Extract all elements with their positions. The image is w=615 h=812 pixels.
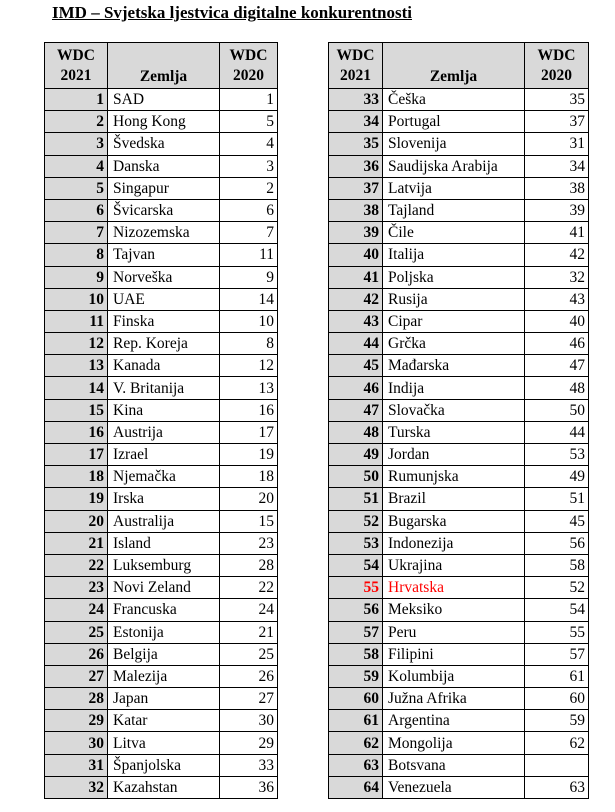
country-cell: Irska bbox=[108, 488, 220, 510]
prev-rank-cell bbox=[525, 754, 589, 776]
prev-rank-cell: 43 bbox=[525, 288, 589, 310]
prev-rank-cell: 59 bbox=[525, 710, 589, 732]
rank-cell: 30 bbox=[45, 732, 108, 754]
table-row bbox=[45, 466, 278, 488]
prev-rank-cell: 6 bbox=[220, 199, 278, 221]
prev-rank-cell: 26 bbox=[220, 665, 278, 687]
country-cell: Slovenija bbox=[383, 133, 525, 155]
rank-cell: 60 bbox=[329, 688, 383, 710]
table-row bbox=[329, 89, 589, 111]
ranking-table-right bbox=[328, 42, 589, 799]
country-cell: Austrija bbox=[108, 421, 220, 443]
prev-rank-cell: 38 bbox=[525, 177, 589, 199]
country-cell: Novi Zeland bbox=[108, 577, 220, 599]
header-country: Zemlja bbox=[383, 43, 525, 89]
prev-rank-cell: 35 bbox=[525, 89, 589, 111]
table-row bbox=[45, 577, 278, 599]
table-row bbox=[329, 776, 589, 798]
country-cell: Argentina bbox=[383, 710, 525, 732]
prev-rank-cell: 46 bbox=[525, 333, 589, 355]
table-row bbox=[329, 244, 589, 266]
prev-rank-cell: 40 bbox=[525, 310, 589, 332]
rank-cell: 56 bbox=[329, 599, 383, 621]
country-cell: Češka bbox=[383, 89, 525, 111]
table-row bbox=[45, 643, 278, 665]
country-cell: Francuska bbox=[108, 599, 220, 621]
rank-cell: 5 bbox=[45, 177, 108, 199]
country-cell: Čile bbox=[383, 222, 525, 244]
country-cell: Švicarska bbox=[108, 199, 220, 221]
country-cell: Ukrajina bbox=[383, 554, 525, 576]
rank-cell: 26 bbox=[45, 643, 108, 665]
prev-rank-cell: 37 bbox=[525, 111, 589, 133]
header-rank-line2: 2021 bbox=[60, 66, 92, 84]
prev-rank-cell: 1 bbox=[220, 89, 278, 111]
country-cell: Danska bbox=[108, 155, 220, 177]
table-row bbox=[329, 111, 589, 133]
table-row bbox=[329, 710, 589, 732]
table-row bbox=[329, 333, 589, 355]
table-row bbox=[45, 554, 278, 576]
table-row bbox=[45, 599, 278, 621]
table-header-row bbox=[329, 43, 589, 89]
table-row bbox=[329, 155, 589, 177]
prev-rank-cell: 29 bbox=[220, 732, 278, 754]
rank-cell: 36 bbox=[329, 155, 383, 177]
rank-cell: 29 bbox=[45, 710, 108, 732]
prev-rank-cell: 55 bbox=[525, 621, 589, 643]
rank-cell: 19 bbox=[45, 488, 108, 510]
country-cell: Latvija bbox=[383, 177, 525, 199]
header-rank-line1: WDC bbox=[57, 46, 95, 64]
rank-cell: 15 bbox=[45, 399, 108, 421]
table-row bbox=[45, 288, 278, 310]
table-row bbox=[329, 754, 589, 776]
rank-cell: 61 bbox=[329, 710, 383, 732]
country-cell: Kina bbox=[108, 399, 220, 421]
header-rank-line1: WDC bbox=[336, 46, 375, 64]
table-row bbox=[45, 710, 278, 732]
table-row bbox=[45, 199, 278, 221]
table-row bbox=[329, 310, 589, 332]
country-cell: Singapur bbox=[108, 177, 220, 199]
prev-rank-cell: 27 bbox=[220, 688, 278, 710]
country-cell: Tajvan bbox=[108, 244, 220, 266]
country-cell: Peru bbox=[383, 621, 525, 643]
table-row bbox=[45, 732, 278, 754]
country-cell: Venezuela bbox=[383, 776, 525, 798]
rank-cell: 33 bbox=[329, 89, 383, 111]
rank-cell: 44 bbox=[329, 333, 383, 355]
table-row bbox=[45, 244, 278, 266]
rank-cell: 21 bbox=[45, 532, 108, 554]
table-row bbox=[45, 89, 278, 111]
rank-cell: 57 bbox=[329, 621, 383, 643]
country-cell: Kanada bbox=[108, 355, 220, 377]
rank-cell: 6 bbox=[45, 199, 108, 221]
country-cell: Jordan bbox=[383, 444, 525, 466]
table-row bbox=[45, 266, 278, 288]
prev-rank-cell: 58 bbox=[525, 554, 589, 576]
rank-cell: 41 bbox=[329, 266, 383, 288]
table-row bbox=[329, 532, 589, 554]
country-cell: Kazahstan bbox=[108, 776, 220, 798]
country-cell: Njemačka bbox=[108, 466, 220, 488]
table-row bbox=[45, 222, 278, 244]
prev-rank-cell: 41 bbox=[525, 222, 589, 244]
prev-rank-cell: 10 bbox=[220, 310, 278, 332]
table-row bbox=[329, 643, 589, 665]
prev-rank-cell: 33 bbox=[220, 754, 278, 776]
table-row bbox=[329, 577, 589, 599]
rank-cell: 48 bbox=[329, 421, 383, 443]
table-row bbox=[329, 421, 589, 443]
prev-rank-cell: 2 bbox=[220, 177, 278, 199]
country-cell: Grčka bbox=[383, 333, 525, 355]
country-cell: Rumunjska bbox=[383, 466, 525, 488]
rank-cell: 20 bbox=[45, 510, 108, 532]
rank-cell: 28 bbox=[45, 688, 108, 710]
table-row bbox=[329, 554, 589, 576]
header-wdc-2021 bbox=[329, 43, 383, 89]
table-row bbox=[45, 333, 278, 355]
rank-cell: 49 bbox=[329, 444, 383, 466]
header-prev-line1: WDC bbox=[537, 46, 576, 64]
country-cell: Meksiko bbox=[383, 599, 525, 621]
rank-cell: 31 bbox=[45, 754, 108, 776]
country-cell: SAD bbox=[108, 89, 220, 111]
prev-rank-cell: 18 bbox=[220, 466, 278, 488]
table-row bbox=[45, 665, 278, 687]
prev-rank-cell: 51 bbox=[525, 488, 589, 510]
prev-rank-cell: 57 bbox=[525, 643, 589, 665]
rank-cell: 25 bbox=[45, 621, 108, 643]
table-row bbox=[45, 399, 278, 421]
table-row bbox=[45, 776, 278, 798]
header-prev-line1: WDC bbox=[229, 46, 268, 64]
country-cell: Cipar bbox=[383, 310, 525, 332]
prev-rank-cell: 8 bbox=[220, 333, 278, 355]
table-row bbox=[45, 532, 278, 554]
rank-cell: 63 bbox=[329, 754, 383, 776]
country-cell: Katar bbox=[108, 710, 220, 732]
rank-cell: 46 bbox=[329, 377, 383, 399]
country-cell: Filipini bbox=[383, 643, 525, 665]
table-row bbox=[329, 510, 589, 532]
prev-rank-cell: 44 bbox=[525, 421, 589, 443]
header-rank-line2: 2021 bbox=[340, 66, 371, 84]
table-row bbox=[329, 688, 589, 710]
country-cell: Švedska bbox=[108, 133, 220, 155]
country-cell: Indija bbox=[383, 377, 525, 399]
country-cell: Mongolija bbox=[383, 732, 525, 754]
rank-cell: 55 bbox=[329, 577, 383, 599]
prev-rank-cell: 39 bbox=[525, 199, 589, 221]
prev-rank-cell: 42 bbox=[525, 244, 589, 266]
country-cell: V. Britanija bbox=[108, 377, 220, 399]
table-row bbox=[329, 222, 589, 244]
prev-rank-cell: 28 bbox=[220, 554, 278, 576]
country-cell: Nizozemska bbox=[108, 222, 220, 244]
header-wdc-2020 bbox=[220, 43, 278, 89]
prev-rank-cell: 62 bbox=[525, 732, 589, 754]
prev-rank-cell: 45 bbox=[525, 510, 589, 532]
rank-cell: 39 bbox=[329, 222, 383, 244]
prev-rank-cell: 60 bbox=[525, 688, 589, 710]
rank-cell: 58 bbox=[329, 643, 383, 665]
table-header-row bbox=[45, 43, 278, 89]
prev-rank-cell: 22 bbox=[220, 577, 278, 599]
table-row bbox=[45, 444, 278, 466]
rank-cell: 14 bbox=[45, 377, 108, 399]
rank-cell: 1 bbox=[45, 89, 108, 111]
country-cell: Belgija bbox=[108, 643, 220, 665]
rank-cell: 24 bbox=[45, 599, 108, 621]
prev-rank-cell: 31 bbox=[525, 133, 589, 155]
country-cell: Kolumbija bbox=[383, 665, 525, 687]
rank-cell: 51 bbox=[329, 488, 383, 510]
table-row bbox=[329, 133, 589, 155]
country-cell: Rusija bbox=[383, 288, 525, 310]
rank-cell: 42 bbox=[329, 288, 383, 310]
prev-rank-cell: 49 bbox=[525, 466, 589, 488]
table-row bbox=[329, 377, 589, 399]
table-row bbox=[329, 399, 589, 421]
rank-cell: 8 bbox=[45, 244, 108, 266]
prev-rank-cell: 7 bbox=[220, 222, 278, 244]
prev-rank-cell: 12 bbox=[220, 355, 278, 377]
country-cell: Izrael bbox=[108, 444, 220, 466]
rank-cell: 10 bbox=[45, 288, 108, 310]
table-row bbox=[45, 754, 278, 776]
table-row bbox=[329, 444, 589, 466]
prev-rank-cell: 21 bbox=[220, 621, 278, 643]
country-cell: UAE bbox=[108, 288, 220, 310]
ranking-table-left bbox=[44, 42, 278, 799]
rank-cell: 12 bbox=[45, 333, 108, 355]
rank-cell: 16 bbox=[45, 421, 108, 443]
prev-rank-cell: 53 bbox=[525, 444, 589, 466]
rank-cell: 4 bbox=[45, 155, 108, 177]
prev-rank-cell: 11 bbox=[220, 244, 278, 266]
prev-rank-cell: 56 bbox=[525, 532, 589, 554]
table-row bbox=[329, 288, 589, 310]
table-row bbox=[45, 355, 278, 377]
country-cell: Poljska bbox=[383, 266, 525, 288]
country-cell: Portugal bbox=[383, 111, 525, 133]
country-cell: Finska bbox=[108, 310, 220, 332]
prev-rank-cell: 48 bbox=[525, 377, 589, 399]
country-cell: Botsvana bbox=[383, 754, 525, 776]
table-row bbox=[45, 688, 278, 710]
rank-cell: 43 bbox=[329, 310, 383, 332]
table-row bbox=[45, 421, 278, 443]
prev-rank-cell: 63 bbox=[525, 776, 589, 798]
rank-cell: 2 bbox=[45, 111, 108, 133]
country-cell: Litva bbox=[108, 732, 220, 754]
country-cell: Japan bbox=[108, 688, 220, 710]
table-row bbox=[329, 466, 589, 488]
country-cell: Luksemburg bbox=[108, 554, 220, 576]
rank-cell: 32 bbox=[45, 776, 108, 798]
rank-cell: 50 bbox=[329, 466, 383, 488]
rank-cell: 38 bbox=[329, 199, 383, 221]
rank-cell: 18 bbox=[45, 466, 108, 488]
rank-cell: 45 bbox=[329, 355, 383, 377]
rank-cell: 52 bbox=[329, 510, 383, 532]
prev-rank-cell: 9 bbox=[220, 266, 278, 288]
header-wdc-2021 bbox=[45, 43, 108, 89]
prev-rank-cell: 36 bbox=[220, 776, 278, 798]
rank-cell: 13 bbox=[45, 355, 108, 377]
rank-cell: 22 bbox=[45, 554, 108, 576]
prev-rank-cell: 5 bbox=[220, 111, 278, 133]
country-cell: Turska bbox=[383, 421, 525, 443]
prev-rank-cell: 3 bbox=[220, 155, 278, 177]
prev-rank-cell: 61 bbox=[525, 665, 589, 687]
table-row bbox=[45, 488, 278, 510]
country-cell: Mađarska bbox=[383, 355, 525, 377]
prev-rank-cell: 15 bbox=[220, 510, 278, 532]
country-cell: Indonezija bbox=[383, 532, 525, 554]
table-row bbox=[329, 177, 589, 199]
table-row bbox=[45, 510, 278, 532]
table-row bbox=[329, 621, 589, 643]
rank-cell: 9 bbox=[45, 266, 108, 288]
rank-cell: 64 bbox=[329, 776, 383, 798]
country-cell: Italija bbox=[383, 244, 525, 266]
rank-cell: 7 bbox=[45, 222, 108, 244]
country-cell: Južna Afrika bbox=[383, 688, 525, 710]
rank-cell: 53 bbox=[329, 532, 383, 554]
country-cell: Norveška bbox=[108, 266, 220, 288]
prev-rank-cell: 34 bbox=[525, 155, 589, 177]
country-cell: Australija bbox=[108, 510, 220, 532]
header-country: Zemlja bbox=[108, 43, 220, 89]
prev-rank-cell: 25 bbox=[220, 643, 278, 665]
prev-rank-cell: 50 bbox=[525, 399, 589, 421]
prev-rank-cell: 20 bbox=[220, 488, 278, 510]
rank-cell: 35 bbox=[329, 133, 383, 155]
prev-rank-cell: 32 bbox=[525, 266, 589, 288]
table-row bbox=[329, 199, 589, 221]
rank-cell: 47 bbox=[329, 399, 383, 421]
country-cell: Tajland bbox=[383, 199, 525, 221]
header-prev-line2: 2020 bbox=[233, 66, 264, 84]
document-title: IMD – Svjetska ljestvica digitalne konkurentnosti bbox=[52, 3, 413, 22]
rank-cell: 17 bbox=[45, 444, 108, 466]
header-prev-line2: 2020 bbox=[541, 66, 572, 84]
header-wdc-2020 bbox=[525, 43, 589, 89]
table-row bbox=[45, 177, 278, 199]
table-row bbox=[45, 133, 278, 155]
rank-cell: 37 bbox=[329, 177, 383, 199]
rank-cell: 27 bbox=[45, 665, 108, 687]
country-cell: Slovačka bbox=[383, 399, 525, 421]
table-row bbox=[329, 599, 589, 621]
prev-rank-cell: 16 bbox=[220, 399, 278, 421]
prev-rank-cell: 54 bbox=[525, 599, 589, 621]
rank-cell: 11 bbox=[45, 310, 108, 332]
table-row bbox=[329, 266, 589, 288]
country-cell: Brazil bbox=[383, 488, 525, 510]
country-cell: Hong Kong bbox=[108, 111, 220, 133]
prev-rank-cell: 30 bbox=[220, 710, 278, 732]
country-cell: Španjolska bbox=[108, 754, 220, 776]
rank-cell: 40 bbox=[329, 244, 383, 266]
table-row bbox=[329, 488, 589, 510]
rank-cell: 59 bbox=[329, 665, 383, 687]
table-row bbox=[45, 155, 278, 177]
prev-rank-cell: 24 bbox=[220, 599, 278, 621]
country-cell: Estonija bbox=[108, 621, 220, 643]
prev-rank-cell: 13 bbox=[220, 377, 278, 399]
rank-cell: 54 bbox=[329, 554, 383, 576]
prev-rank-cell: 52 bbox=[525, 577, 589, 599]
prev-rank-cell: 17 bbox=[220, 421, 278, 443]
table-row bbox=[329, 665, 589, 687]
rank-cell: 23 bbox=[45, 577, 108, 599]
prev-rank-cell: 19 bbox=[220, 444, 278, 466]
prev-rank-cell: 23 bbox=[220, 532, 278, 554]
country-cell: Saudijska Arabija bbox=[383, 155, 525, 177]
rank-cell: 3 bbox=[45, 133, 108, 155]
prev-rank-cell: 14 bbox=[220, 288, 278, 310]
prev-rank-cell: 47 bbox=[525, 355, 589, 377]
table-row bbox=[329, 355, 589, 377]
country-cell: Hrvatska bbox=[383, 577, 525, 599]
country-cell: Rep. Koreja bbox=[108, 333, 220, 355]
table-row bbox=[45, 621, 278, 643]
table-row bbox=[45, 310, 278, 332]
table-row bbox=[45, 111, 278, 133]
country-cell: Malezija bbox=[108, 665, 220, 687]
table-row bbox=[329, 732, 589, 754]
country-cell: Island bbox=[108, 532, 220, 554]
table-row bbox=[45, 377, 278, 399]
rank-cell: 62 bbox=[329, 732, 383, 754]
prev-rank-cell: 4 bbox=[220, 133, 278, 155]
rank-cell: 34 bbox=[329, 111, 383, 133]
country-cell: Bugarska bbox=[383, 510, 525, 532]
